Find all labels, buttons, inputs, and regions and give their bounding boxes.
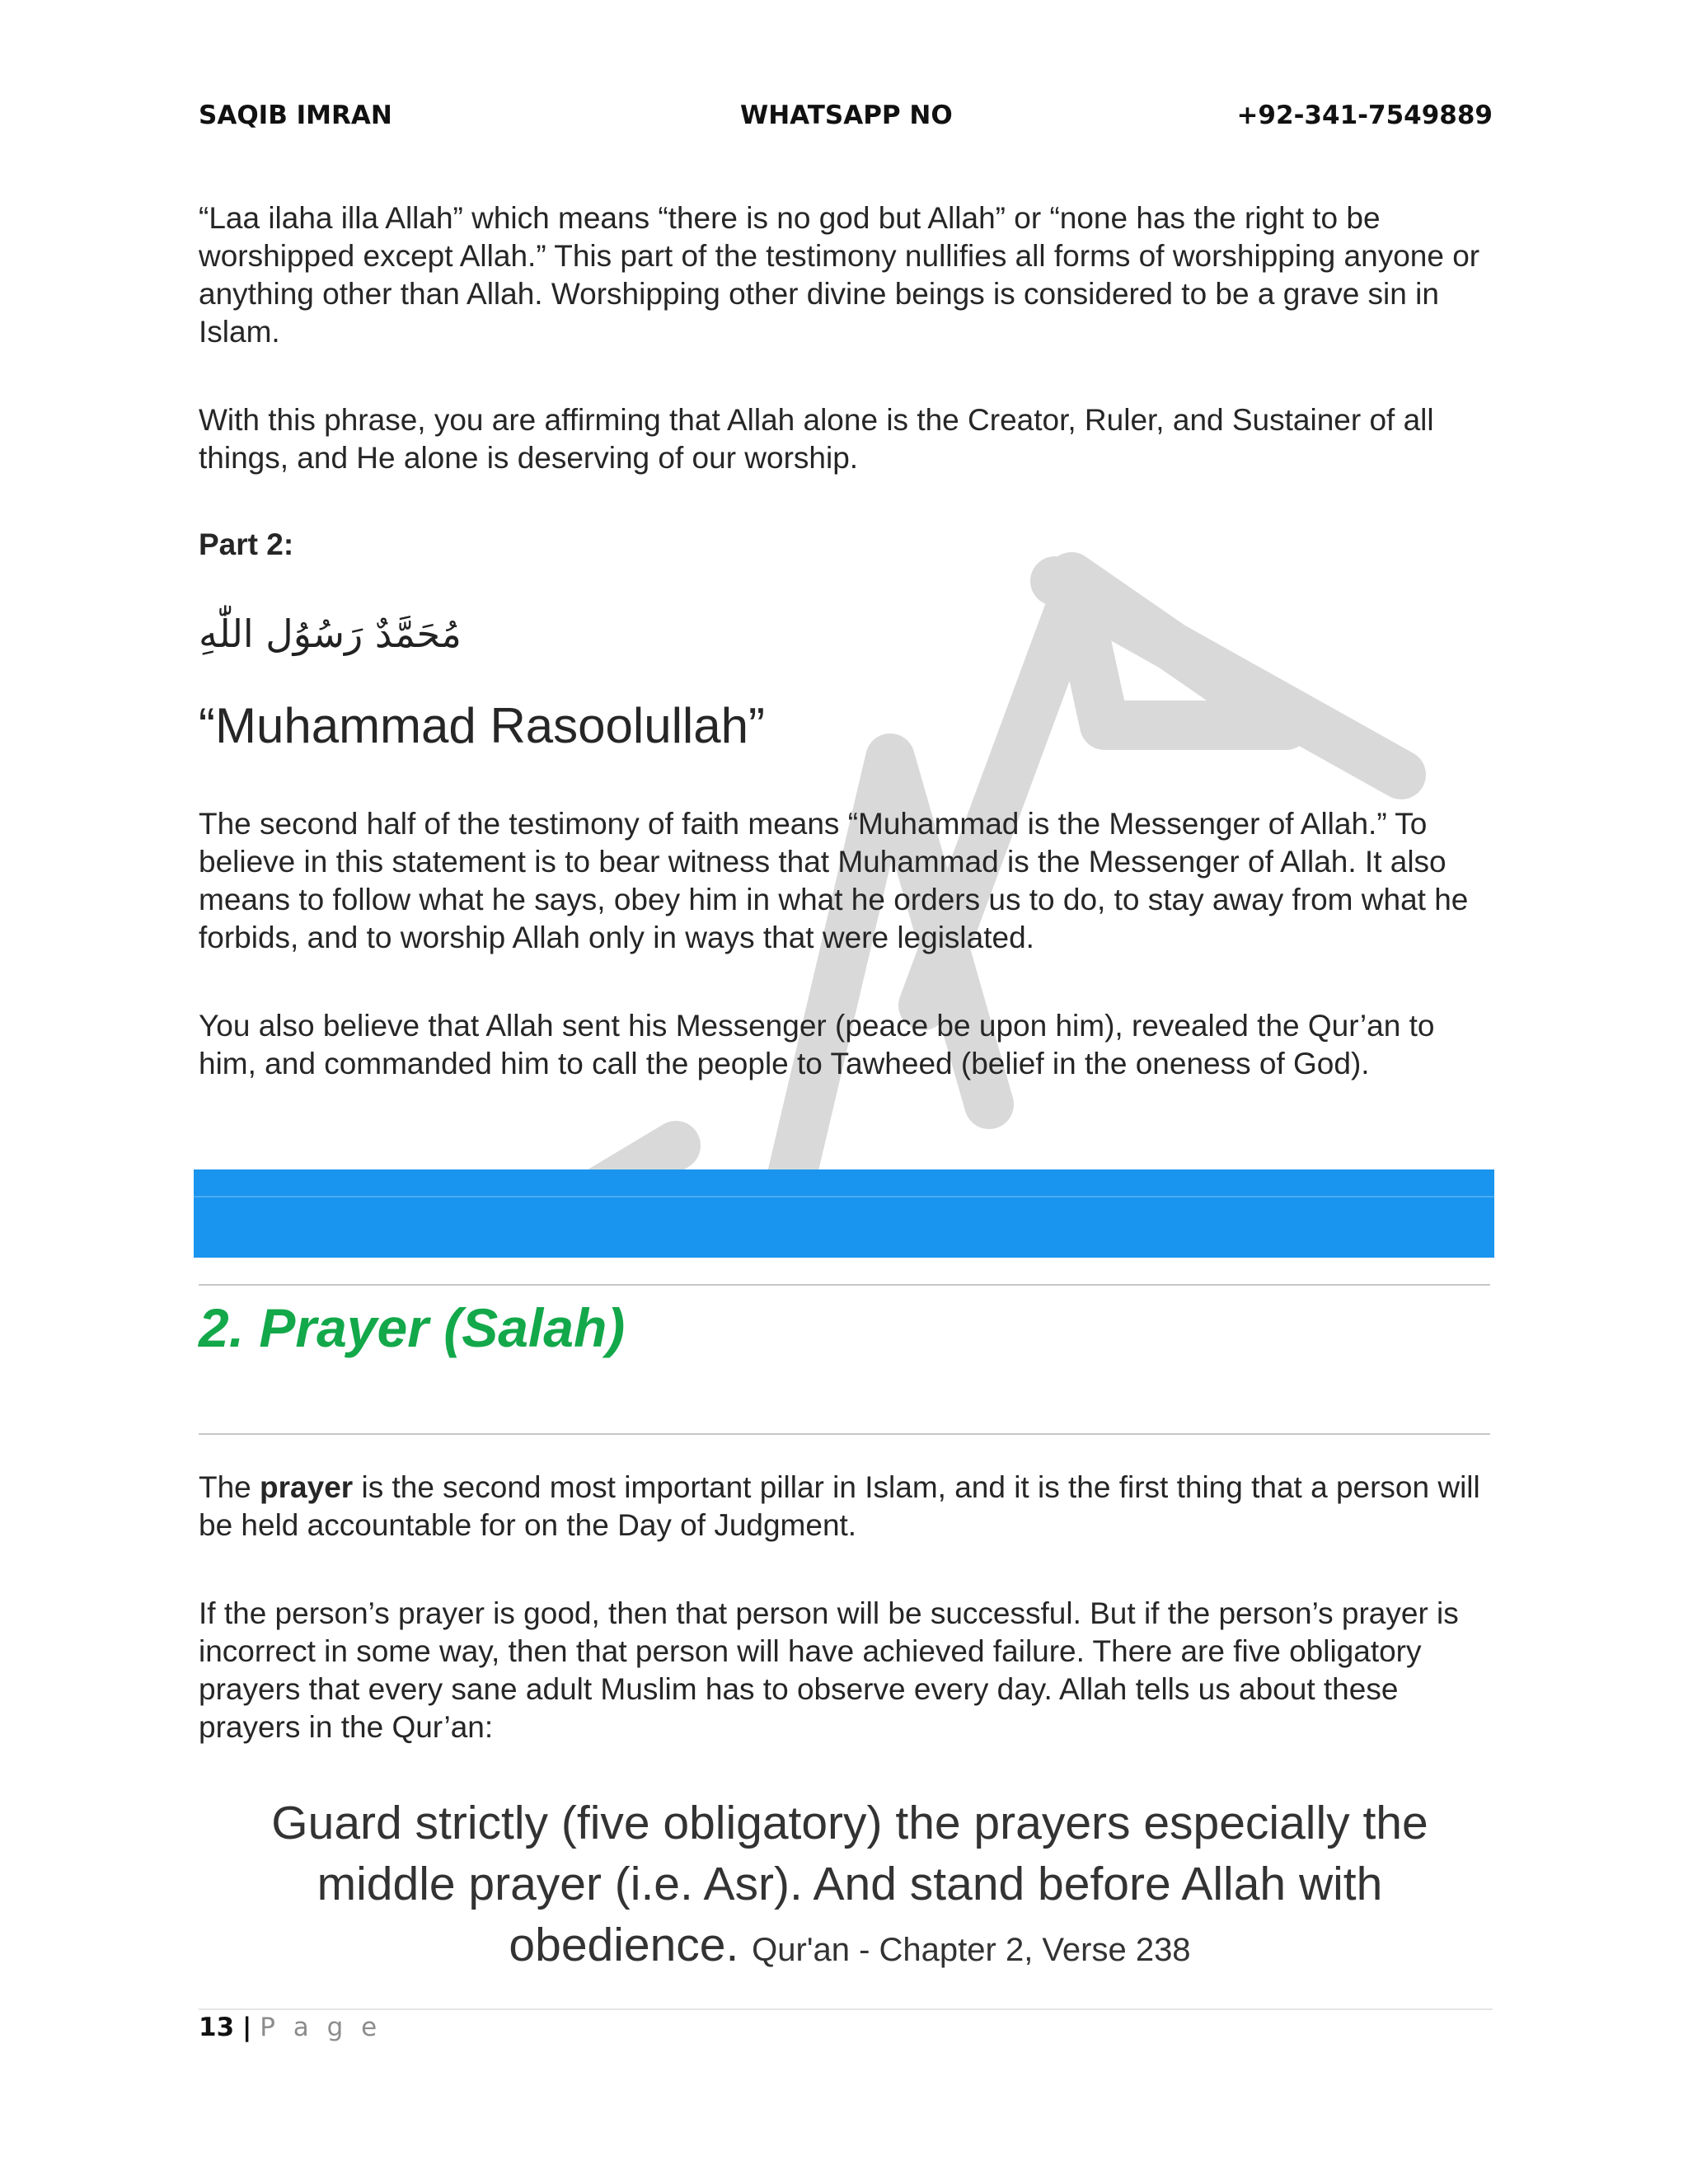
quran-quote (207, 1793, 1493, 1980)
page-footer (199, 2013, 382, 2042)
quote-text: Guard strictly (five obligatory) the prayers especially the middle prayer (i.e. Asr). And stand before Allah with obedience. (271, 1797, 1428, 1971)
banner-divider (194, 1196, 1494, 1197)
prayer-bold-word: prayer (260, 1470, 354, 1504)
prayer-intro-start: The (199, 1470, 260, 1504)
paragraph-prayer-intro (199, 1469, 1484, 1544)
page-number: 13 (199, 2013, 235, 2042)
page-header (199, 101, 1493, 142)
paragraph-prayer-details: If the person’s prayer is good, then that person will be successful. But if the person’s prayer is incorrect in some way, then that person will have achieved failure. There are five obligatory prayers that every sane adult Muslim has to observe every day. Allah tells us about these prayers in the Qur’an: (199, 1596, 1459, 1744)
arabic-text: مُحَمَّدٌ رَسُوُل اللّٰهِ (199, 612, 462, 656)
blue-banner (194, 1169, 1494, 1258)
prayer-intro-end: is the second most important pillar in Islam, and it is the first thing that a person will be held accountable for on the Day of Judgment. (199, 1470, 1480, 1542)
whatsapp-label: WHATSAPP NO (740, 101, 953, 130)
page-label: P a g e (260, 2013, 382, 2042)
section-title-prayer: 2. Prayer (Salah) (199, 1297, 626, 1358)
muhammad-rasoolullah-heading: “Muhammad Rasoolullah” (199, 698, 765, 753)
paragraph-shahada-part1: “Laa ilaha illa Allah” which means “there is no god but Allah” or “none has the right to be worshipped except Allah.” This part of the testimony nullifies all forms of worshipping anyone or anything other than Allah. Worshipping other divine beings is considered to be a grave sin in Islam. (199, 201, 1480, 349)
section-rule-top (199, 1284, 1490, 1286)
part-2-label: Part 2: (199, 527, 294, 561)
footer-rule (199, 2008, 1493, 2010)
paragraph-affirmation: With this phrase, you are affirming that Allah alone is the Creator, Ruler, and Sustainer of all things, and He alone is deserving of our worship. (199, 403, 1434, 475)
quote-reference: Qur'an - Chapter 2, Verse 238 (752, 1932, 1191, 1968)
author-name: SAQIB IMRAN (199, 101, 392, 130)
phone-number: +92-341-7549889 (1236, 101, 1493, 130)
section-rule-bottom (199, 1433, 1490, 1435)
paragraph-messenger: You also believe that Allah sent his Messenger (peace be upon him), revealed the Qur’an to him, and commanded him to call the people to Tawheed (belief in the oneness of God). (199, 1009, 1435, 1080)
paragraph-second-half: The second half of the testimony of faith means “Muhammad is the Messenger of Allah.” To believe in this statement is to bear witness that Muhammad is the Messenger of Allah. It also means to follow what he says, obey him in what he orders us to do, to stay away from what he forbids, and to worship Allah only in ways that were legislated. (199, 807, 1469, 954)
footer-separator: | (242, 2013, 252, 2042)
